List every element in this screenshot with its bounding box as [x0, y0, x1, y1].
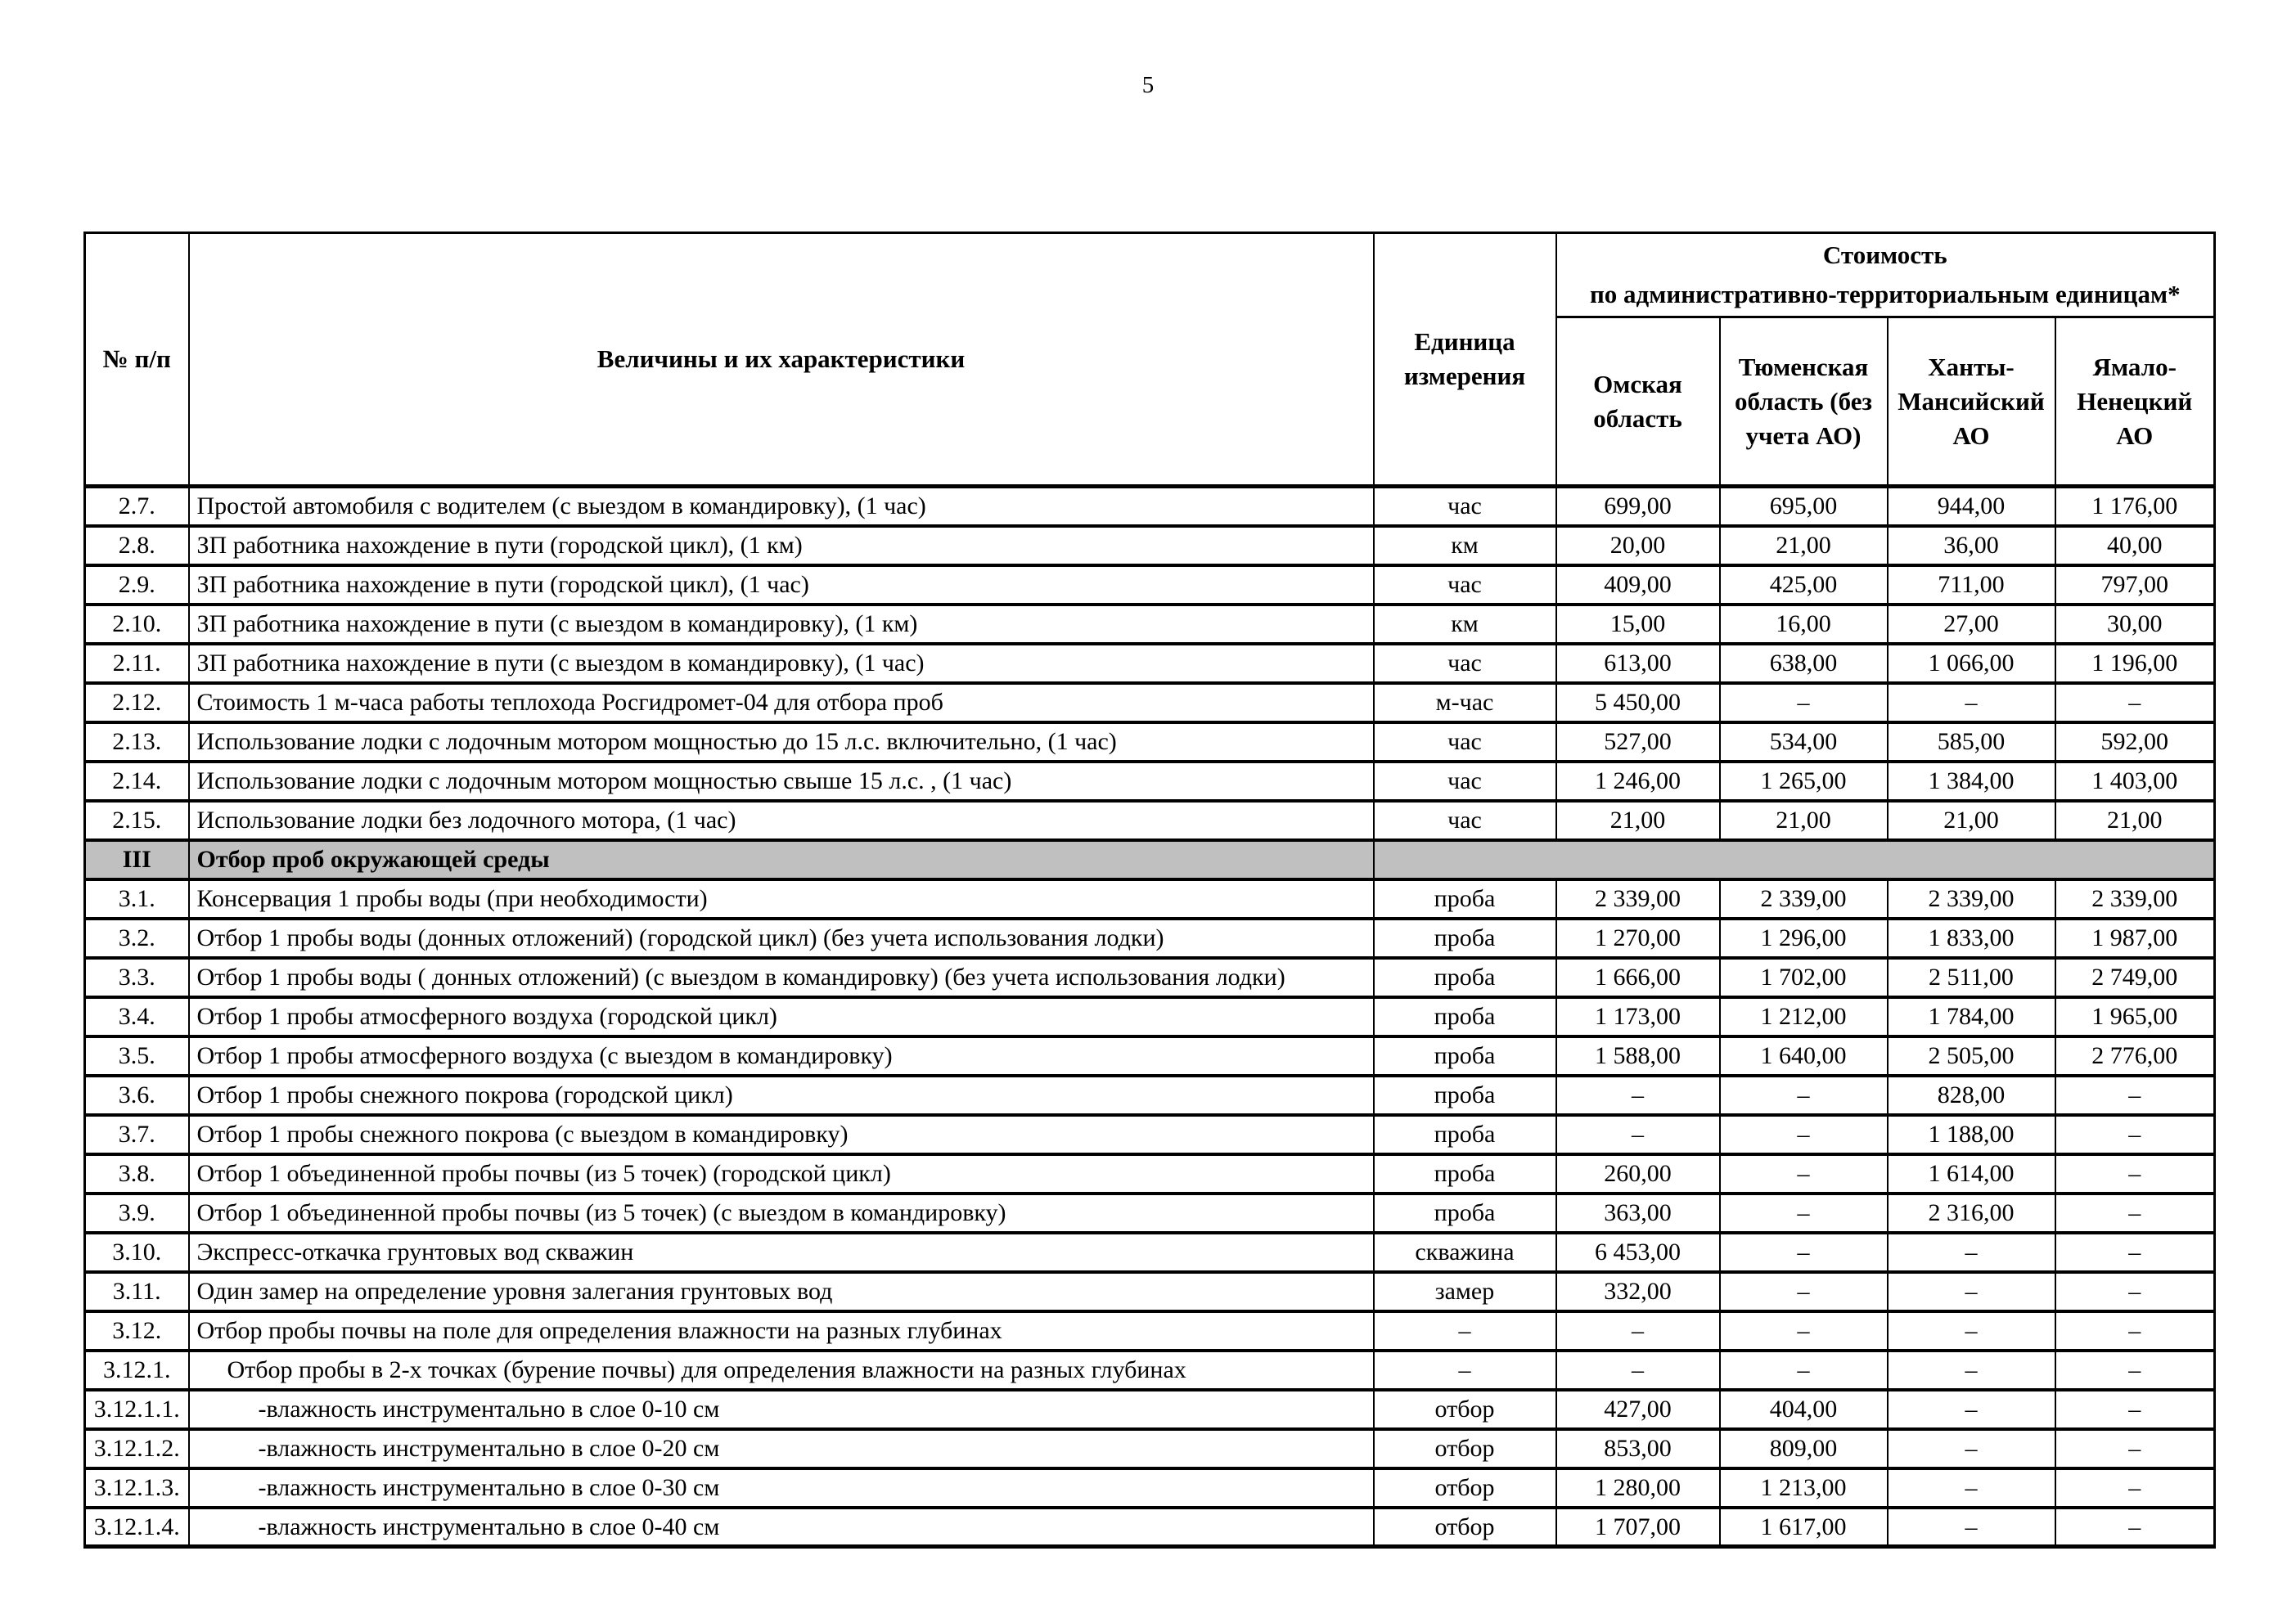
cost-value: 1 987,00 — [2055, 919, 2215, 958]
row-number: III — [85, 840, 189, 879]
row-name: Один замер на определение уровня залегания грунтовых вод — [189, 1272, 1374, 1311]
cost-value: 30,00 — [2055, 605, 2215, 644]
row-unit: м-час — [1374, 683, 1556, 722]
col-header-cost — [1556, 233, 2215, 317]
table-row — [85, 487, 2215, 526]
cost-value: – — [1888, 683, 2055, 722]
row-unit: отбор — [1374, 1390, 1556, 1429]
row-unit: км — [1374, 605, 1556, 644]
cost-value: – — [1888, 1233, 2055, 1272]
row-unit: – — [1374, 1351, 1556, 1390]
cost-value: 1 173,00 — [1556, 997, 1720, 1036]
cost-value: 2 339,00 — [1720, 879, 1888, 919]
col-header-region-khanty: Ханты-Мансийский АО — [1888, 317, 2055, 487]
cost-value: – — [2055, 1194, 2215, 1233]
row-name: Отбор 1 пробы снежного покрова (городской цикл) — [189, 1076, 1374, 1115]
table-row — [85, 879, 2215, 919]
cost-value: 1 384,00 — [1888, 762, 2055, 801]
row-name: Экспресс-откачка грунтовых вод скважин — [189, 1233, 1374, 1272]
cost-value: 1 784,00 — [1888, 997, 2055, 1036]
row-name: -влажность инструментально в слое 0-10 см — [189, 1390, 1374, 1429]
section-fill — [1374, 840, 2215, 879]
table-row — [85, 1154, 2215, 1194]
row-unit: проба — [1374, 919, 1556, 958]
cost-value: 2 316,00 — [1888, 1194, 2055, 1233]
row-unit: проба — [1374, 1194, 1556, 1233]
table-row — [85, 722, 2215, 762]
table-row — [85, 1311, 2215, 1351]
cost-value: 638,00 — [1720, 644, 1888, 683]
cost-value: 27,00 — [1888, 605, 2055, 644]
cost-value: 21,00 — [1720, 526, 1888, 565]
row-number: 3.7. — [85, 1115, 189, 1154]
row-name: ЗП работника нахождение в пути (городской цикл), (1 час) — [189, 565, 1374, 605]
cost-value: 527,00 — [1556, 722, 1720, 762]
row-name: Использование лодки с лодочным мотором мощностью свыше 15 л.с. , (1 час) — [189, 762, 1374, 801]
table-row — [85, 605, 2215, 644]
col-header-name: Величины и их характеристики — [189, 233, 1374, 487]
row-number: 3.1. — [85, 879, 189, 919]
cost-value: 409,00 — [1556, 565, 1720, 605]
cost-value: – — [1720, 1115, 1888, 1154]
cost-header-line2: по административно-территориальным единицам* — [1589, 280, 2181, 309]
row-number: 3.6. — [85, 1076, 189, 1115]
row-number: 3.12.1.1. — [85, 1390, 189, 1429]
cost-value: – — [1720, 1194, 1888, 1233]
col-header-num: № п/п — [85, 233, 189, 487]
cost-value: – — [1556, 1351, 1720, 1390]
cost-value: 15,00 — [1556, 605, 1720, 644]
cost-value: 40,00 — [2055, 526, 2215, 565]
table-row — [85, 958, 2215, 997]
cost-value: 1 588,00 — [1556, 1036, 1720, 1076]
row-name: ЗП работника нахождение в пути (с выездом в командировку), (1 км) — [189, 605, 1374, 644]
cost-value: 695,00 — [1720, 487, 1888, 526]
cost-value: – — [2055, 1508, 2215, 1547]
row-name: Отбор 1 объединенной пробы почвы (из 5 точек) (с выездом в командировку) — [189, 1194, 1374, 1233]
row-name: Отбор пробы почвы на поле для определения влажности на разных глубинах — [189, 1311, 1374, 1351]
row-unit: скважина — [1374, 1233, 1556, 1272]
table-row — [85, 683, 2215, 722]
row-unit: отбор — [1374, 1468, 1556, 1508]
row-unit: – — [1374, 1311, 1556, 1351]
cost-value: – — [1720, 1351, 1888, 1390]
cost-value: – — [2055, 1115, 2215, 1154]
page-number: 5 — [1141, 72, 1155, 98]
row-number: 2.10. — [85, 605, 189, 644]
row-unit: проба — [1374, 879, 1556, 919]
col-header-region-omsk: Омская область — [1556, 317, 1720, 487]
cost-value: 6 453,00 — [1556, 1233, 1720, 1272]
section-title: Отбор проб окружающей среды — [189, 840, 1374, 879]
cost-value: 2 505,00 — [1888, 1036, 2055, 1076]
cost-value: – — [1888, 1311, 2055, 1351]
row-number: 3.2. — [85, 919, 189, 958]
col-header-region-tyumen: Тюменская область (без учета АО) — [1720, 317, 1888, 487]
table-row — [85, 1429, 2215, 1468]
cost-value: 260,00 — [1556, 1154, 1720, 1194]
table-row — [85, 997, 2215, 1036]
col-header-unit: Единица измерения — [1374, 233, 1556, 487]
cost-value: – — [2055, 1390, 2215, 1429]
cost-value: 2 749,00 — [2055, 958, 2215, 997]
cost-value: – — [1556, 1115, 1720, 1154]
row-unit: проба — [1374, 1115, 1556, 1154]
cost-value: – — [2055, 1233, 2215, 1272]
cost-value: – — [1720, 1154, 1888, 1194]
cost-value: 585,00 — [1888, 722, 2055, 762]
cost-value: 16,00 — [1720, 605, 1888, 644]
row-unit: час — [1374, 722, 1556, 762]
row-name: Консервация 1 пробы воды (при необходимости) — [189, 879, 1374, 919]
table-body — [85, 487, 2215, 1547]
cost-value: 711,00 — [1888, 565, 2055, 605]
row-name: Отбор 1 пробы воды (донных отложений) (городской цикл) (без учета использования лодки) — [189, 919, 1374, 958]
row-unit: проба — [1374, 958, 1556, 997]
row-number: 3.10. — [85, 1233, 189, 1272]
cost-value: 1 176,00 — [2055, 487, 2215, 526]
cost-value: 21,00 — [2055, 801, 2215, 840]
row-number: 2.9. — [85, 565, 189, 605]
row-unit: час — [1374, 487, 1556, 526]
cost-value: 404,00 — [1720, 1390, 1888, 1429]
table-row — [85, 1076, 2215, 1115]
cost-value: 1 213,00 — [1720, 1468, 1888, 1508]
table-row — [85, 1194, 2215, 1233]
cost-value: 1 965,00 — [2055, 997, 2215, 1036]
row-number: 2.12. — [85, 683, 189, 722]
cost-value: 1 617,00 — [1720, 1508, 1888, 1547]
cost-value: 1 196,00 — [2055, 644, 2215, 683]
cost-value: 828,00 — [1888, 1076, 2055, 1115]
col-header-region-yamal: Ямало-Ненецкий АО — [2055, 317, 2215, 487]
cost-value: 21,00 — [1556, 801, 1720, 840]
row-number: 3.12.1.3. — [85, 1468, 189, 1508]
row-name: Отбор 1 объединенной пробы почвы (из 5 точек) (городской цикл) — [189, 1154, 1374, 1194]
cost-value: 1 188,00 — [1888, 1115, 2055, 1154]
row-number: 3.12.1.2. — [85, 1429, 189, 1468]
table-row — [85, 644, 2215, 683]
section-row — [85, 840, 2215, 879]
row-name: Использование лодки без лодочного мотора, (1 час) — [189, 801, 1374, 840]
cost-value: – — [2055, 1311, 2215, 1351]
cost-value: 1 833,00 — [1888, 919, 2055, 958]
cost-value: 2 339,00 — [1556, 879, 1720, 919]
cost-value: – — [1888, 1508, 2055, 1547]
table-row — [85, 1233, 2215, 1272]
row-number: 3.12. — [85, 1311, 189, 1351]
cost-value: – — [1720, 683, 1888, 722]
table-row — [85, 1468, 2215, 1508]
price-table — [83, 232, 2216, 1549]
row-name: ЗП работника нахождение в пути (с выездом в командировку), (1 час) — [189, 644, 1374, 683]
table-row — [85, 1508, 2215, 1547]
row-unit: проба — [1374, 997, 1556, 1036]
cost-value: – — [1720, 1076, 1888, 1115]
cost-value: 1 066,00 — [1888, 644, 2055, 683]
row-number: 3.12.1. — [85, 1351, 189, 1390]
table-row — [85, 762, 2215, 801]
cost-value: 21,00 — [1720, 801, 1888, 840]
row-number: 2.7. — [85, 487, 189, 526]
row-name: Отбор 1 пробы снежного покрова (с выездом в командировку) — [189, 1115, 1374, 1154]
cost-value: 699,00 — [1556, 487, 1720, 526]
row-name: -влажность инструментально в слое 0-30 см — [189, 1468, 1374, 1508]
table-row — [85, 801, 2215, 840]
row-unit: проба — [1374, 1076, 1556, 1115]
row-number: 3.11. — [85, 1272, 189, 1311]
cost-value: – — [1888, 1468, 2055, 1508]
cost-value: – — [2055, 1272, 2215, 1311]
row-name: Отбор 1 пробы атмосферного воздуха (с выездом в командировку) — [189, 1036, 1374, 1076]
cost-value: – — [2055, 1154, 2215, 1194]
row-number: 2.13. — [85, 722, 189, 762]
cost-value: – — [1556, 1311, 1720, 1351]
row-name: ЗП работника нахождение в пути (городской цикл), (1 км) — [189, 526, 1374, 565]
row-number: 3.12.1.4. — [85, 1508, 189, 1547]
table-row — [85, 1351, 2215, 1390]
row-name: -влажность инструментально в слое 0-20 см — [189, 1429, 1374, 1468]
cost-value: 1 666,00 — [1556, 958, 1720, 997]
table-row — [85, 1036, 2215, 1076]
row-unit: отбор — [1374, 1429, 1556, 1468]
cost-value: 853,00 — [1556, 1429, 1720, 1468]
cost-value: 1 280,00 — [1556, 1468, 1720, 1508]
row-number: 3.4. — [85, 997, 189, 1036]
cost-value: – — [1556, 1076, 1720, 1115]
cost-value: – — [1888, 1390, 2055, 1429]
cost-value: – — [2055, 683, 2215, 722]
row-unit: час — [1374, 644, 1556, 683]
cost-value: 1 614,00 — [1888, 1154, 2055, 1194]
cost-value: 5 450,00 — [1556, 683, 1720, 722]
row-name: Стоимость 1 м-часа работы теплохода Росгидромет-04 для отбора проб — [189, 683, 1374, 722]
table-row — [85, 565, 2215, 605]
row-name: Использование лодки с лодочным мотором мощностью до 15 л.с. включительно, (1 час) — [189, 722, 1374, 762]
cost-value: 425,00 — [1720, 565, 1888, 605]
row-number: 2.11. — [85, 644, 189, 683]
cost-value: – — [2055, 1468, 2215, 1508]
cost-value: – — [1720, 1311, 1888, 1351]
cost-value: 534,00 — [1720, 722, 1888, 762]
cost-value: – — [2055, 1429, 2215, 1468]
cost-value: – — [1720, 1272, 1888, 1311]
cost-value: – — [1888, 1429, 2055, 1468]
cost-value: – — [1888, 1272, 2055, 1311]
cost-value: 944,00 — [1888, 487, 2055, 526]
row-unit: час — [1374, 801, 1556, 840]
cost-value: 332,00 — [1556, 1272, 1720, 1311]
cost-value: 1 702,00 — [1720, 958, 1888, 997]
cost-value: 1 403,00 — [2055, 762, 2215, 801]
cost-value: 1 707,00 — [1556, 1508, 1720, 1547]
cost-value: 592,00 — [2055, 722, 2215, 762]
cost-value: 2 511,00 — [1888, 958, 2055, 997]
header-row-1 — [85, 233, 2215, 317]
cost-value: 797,00 — [2055, 565, 2215, 605]
row-unit: отбор — [1374, 1508, 1556, 1547]
cost-value: 2 339,00 — [2055, 879, 2215, 919]
cost-value: 2 339,00 — [1888, 879, 2055, 919]
row-unit: час — [1374, 565, 1556, 605]
cost-value: 2 776,00 — [2055, 1036, 2215, 1076]
table-row — [85, 526, 2215, 565]
row-number: 2.14. — [85, 762, 189, 801]
cost-value: 427,00 — [1556, 1390, 1720, 1429]
row-number: 3.9. — [85, 1194, 189, 1233]
cost-value: 1 246,00 — [1556, 762, 1720, 801]
cost-value: 21,00 — [1888, 801, 2055, 840]
cost-value: 809,00 — [1720, 1429, 1888, 1468]
row-name: Отбор 1 пробы атмосферного воздуха (городской цикл) — [189, 997, 1374, 1036]
row-number: 2.15. — [85, 801, 189, 840]
table-row — [85, 1390, 2215, 1429]
cost-header-line1: Стоимость — [1822, 241, 1947, 269]
row-unit: проба — [1374, 1154, 1556, 1194]
row-unit: км — [1374, 526, 1556, 565]
row-number: 2.8. — [85, 526, 189, 565]
table-row — [85, 1115, 2215, 1154]
row-unit: замер — [1374, 1272, 1556, 1311]
table-row — [85, 1272, 2215, 1311]
cost-value: – — [2055, 1351, 2215, 1390]
cost-value: – — [1888, 1351, 2055, 1390]
cost-value: 1 270,00 — [1556, 919, 1720, 958]
cost-value: – — [1720, 1233, 1888, 1272]
cost-value: 1 265,00 — [1720, 762, 1888, 801]
cost-value: 613,00 — [1556, 644, 1720, 683]
cost-value: – — [2055, 1076, 2215, 1115]
row-name: Простой автомобиля с водителем (с выездом в командировку), (1 час) — [189, 487, 1374, 526]
row-unit: проба — [1374, 1036, 1556, 1076]
cost-value: 363,00 — [1556, 1194, 1720, 1233]
cost-value: 1 640,00 — [1720, 1036, 1888, 1076]
cost-value: 20,00 — [1556, 526, 1720, 565]
row-name: Отбор 1 пробы воды ( донных отложений) (с выездом в командировку) (без учета использования лодки) — [189, 958, 1374, 997]
row-number: 3.3. — [85, 958, 189, 997]
table-row — [85, 919, 2215, 958]
row-name: Отбор пробы в 2-х точках (бурение почвы) для определения влажности на разных глубинах — [189, 1351, 1374, 1390]
row-number: 3.8. — [85, 1154, 189, 1194]
row-number: 3.5. — [85, 1036, 189, 1076]
cost-value: 1 296,00 — [1720, 919, 1888, 958]
cost-value: 36,00 — [1888, 526, 2055, 565]
row-name: -влажность инструментально в слое 0-40 см — [189, 1508, 1374, 1547]
table-header — [85, 233, 2215, 487]
cost-value: 1 212,00 — [1720, 997, 1888, 1036]
row-unit: час — [1374, 762, 1556, 801]
